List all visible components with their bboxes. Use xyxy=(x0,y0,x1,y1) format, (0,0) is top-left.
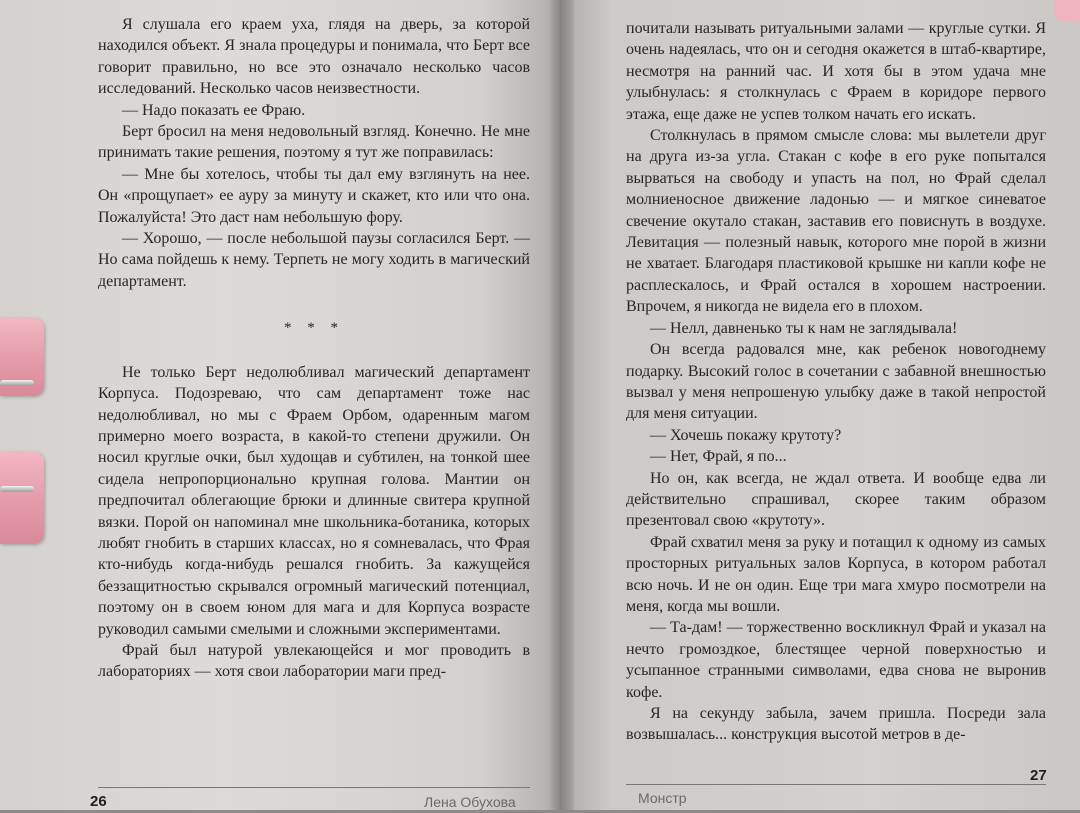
paragraph: — Та-дам! — торжественно воскликнул Фрай и указал на нечто громоздкое, блестящее черной поверхностью и усыпанное странными символами, едва снова не выронив кофе. xyxy=(626,619,1046,701)
right-page-text xyxy=(626,18,1046,746)
paragraph: Я слушала его краем уха, глядя на дверь, за которой находился объект. Я знала процедуры и понимала, что Берт все говорит правильно, но все это означало несколько часов исследований. Несколько часов неизвестности. xyxy=(98,16,530,98)
paragraph: Не только Берт недолюбливал магический департамент Корпуса. Подозреваю, что сам департамент тоже нас недолюбливал, но мы с Фраем Орбом, одаренным магом примерно моего возраста, в какой-то степени дружили. Он носил круглые очки, был худощав и субтилен, на тонкой шее сидела непропорционально крупная голова. Мантии он предпочитал облегающие брюки и длинные свитера крупной вязки. Порой он напоминал мне школьника-ботаника, которых любят гнобить в старших классах, но я сомневалась, что Фрая кто-нибудь когда-нибудь решался гнобить. За кажущейся беззащитностью скрывался огромный магический потенциал, поэтому он в своем юном для мага и для Корпуса возрасте руководил самыми смелыми и сложными экспериментами. xyxy=(98,363,530,638)
left-paragraphs-top xyxy=(98,14,530,292)
page-number-left: 26 xyxy=(90,793,107,810)
bookmark-clip-lower xyxy=(0,486,34,492)
left-page-text xyxy=(98,14,530,683)
right-footer-rule xyxy=(626,784,1046,785)
paragraph: Он всегда радовался мне, как ребенок новогоднему подарку. Высокий голос в сочетании с забавной внешностью вызвал у меня непрошеную улыбку даже в такой непростой для меня ситуации. xyxy=(626,341,1046,423)
bookmark-corner-tab xyxy=(1054,0,1080,22)
book-gutter xyxy=(548,0,574,810)
running-head-title: Монстр xyxy=(638,790,687,806)
paragraph: — Надо показать ее Фраю. xyxy=(122,101,306,119)
paragraph: Фрай схватил меня за руку и потащил к одному из самых просторных ритуальных залов Корпуса, в котором работал всю ночь. И не он один. Еще три мага хмуро посмотрели на меня, когда мы вошли. xyxy=(626,533,1046,615)
left-footer-rule xyxy=(98,787,530,788)
paragraph: — Хочешь покажу крутоту? xyxy=(650,426,842,444)
paragraph: Берт бросил на меня недовольный взгляд. Конечно. Не мне принимать такие решения, поэтому я тут же поправилась: xyxy=(98,123,530,162)
paragraph: — Хорошо, — после небольшой паузы согласился Берт. — Но сама пойдешь к нему. Терпеть не могу ходить в магический департамент. xyxy=(98,230,530,290)
left-paragraphs-bottom xyxy=(98,362,530,683)
paragraph: Фрай был натурой увлекающейся и мог проводить в лабораториях — хотя свои лаборатории маги пред- xyxy=(98,641,530,681)
paragraph: Столкнулась в прямом смысле слова: мы вылетели друг на друга из-за угла. Стакан с кофе в его руке попытался вырваться на свободу и упасть на пол, но Фрай сделал молниеносное движение ладонью — и мягкое синеватое свечение окутало стакан, заставив его повиснуть в воздухе. Левитация — полезный навык, которого мне порой в жизни не хватает. Благодаря пластиковой крышке ни капли кофе не расплескалось, и Фрай остался в хорошем настроении. Впрочем, я никогда не видела его в плохом. xyxy=(626,127,1046,316)
paragraph: — Мне бы хотелось, чтобы ты дал ему взглянуть на нее. Он «прощупает» ее ауру за минуту и скажет, кто или что она. Пожалуйста! Это даст нам небольшую фору. xyxy=(98,165,530,226)
paragraph: — Нет, Фрай, я по... xyxy=(650,448,787,466)
bookmark-tab-lower xyxy=(0,452,44,544)
page-number-right: 27 xyxy=(1030,767,1047,784)
right-page xyxy=(560,0,1080,810)
paragraph: почитали называть ритуальными залами — круглые сутки. Я очень надеялась, что он и сегодня окажется в штаб-квартире, несмотря на ранний час. И хотя бы в этом удача мне улыбнулась: я столкнулась с Фраем в коридоре первого этажа, еще даже не успев толком начать его искать. xyxy=(626,20,1046,123)
section-separator: * * * xyxy=(284,320,344,337)
paragraph: Я на секунду забыла, зачем пришла. Посреди зала возвышалась... конструкция высотой метров в де- xyxy=(626,705,1046,744)
bookmark-clip-upper xyxy=(0,380,34,386)
right-paragraphs xyxy=(626,18,1046,746)
paragraph: Но он, как всегда, не ждал ответа. И вообще едва ли действительно спрашивал, скорее таким образом презентовал свою «крутоту». xyxy=(626,469,1046,530)
paragraph: — Нелл, давненько ты к нам не заглядывала! xyxy=(650,319,958,337)
running-head-author: Лена Обухова xyxy=(424,794,516,810)
